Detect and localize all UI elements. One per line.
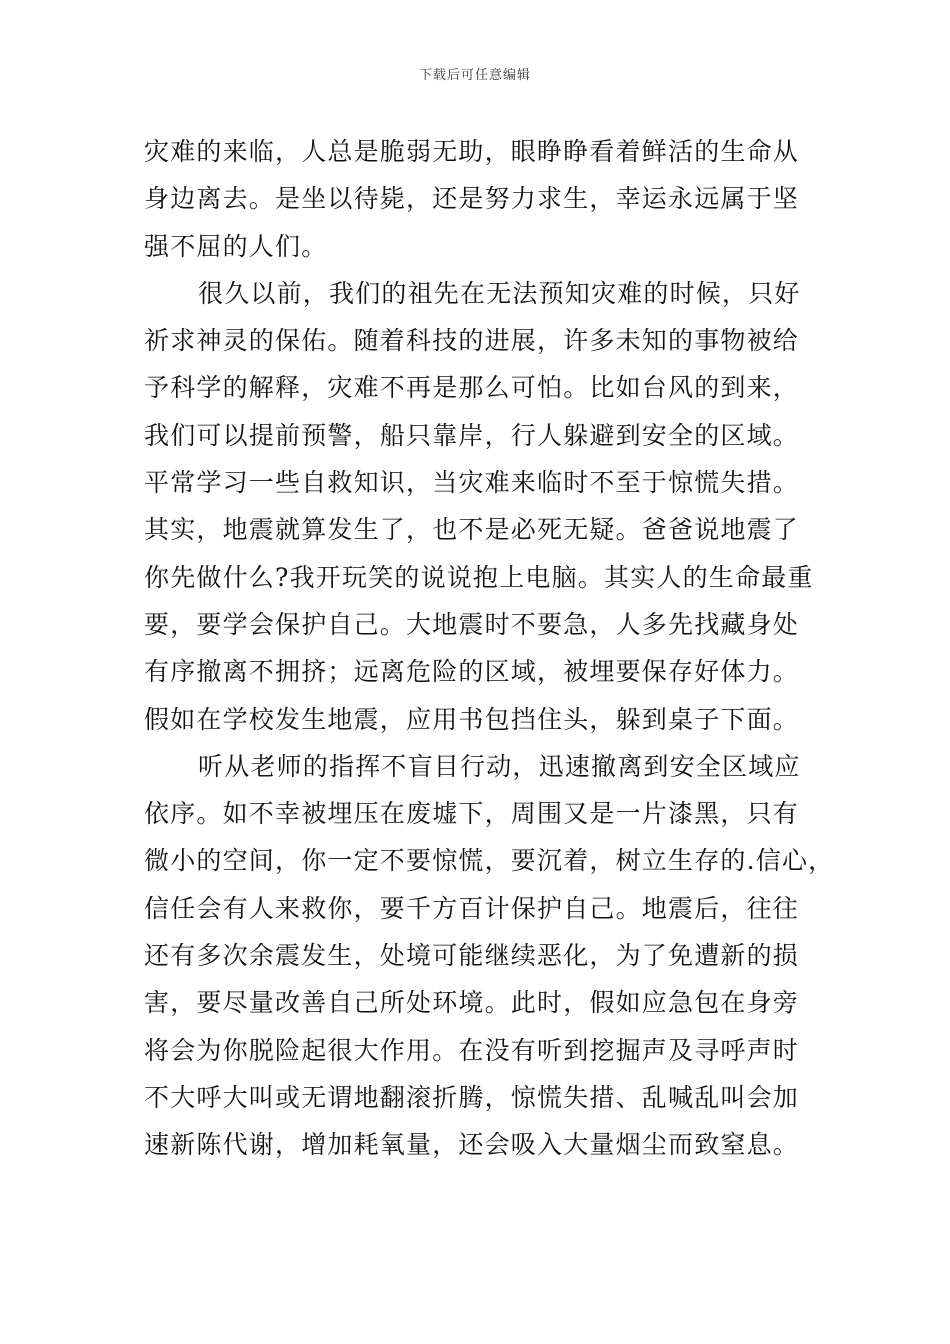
text-line: 听从老师的指挥不盲目行动，迅速撤离到安全区域应 — [198, 751, 801, 781]
text-line: 微小的空间，你一定不要惊慌，要沉着，树立生存的.信心， — [144, 846, 835, 876]
paragraph-1 — [144, 128, 812, 270]
text-line: 平常学习一些自救知识，当灾难来临时不至于惊慌失措。 — [144, 468, 800, 498]
text-line: 不大呼大叫或无谓地翻滚折腾，惊慌失措、乱喊乱叫会加 — [144, 1082, 800, 1112]
text-line: 要，要学会保护自己。大地震时不要急，人多先找藏身处 — [144, 609, 800, 639]
paragraph-2 — [144, 270, 812, 743]
text-line: 你先做什么?我开玩笑的说说抱上电脑。其实人的生命最重 — [144, 562, 814, 592]
text-line: 将会为你脱险起很大作用。在没有听到挖掘声及寻呼声时 — [144, 1035, 800, 1065]
text-line: 很久以前，我们的祖先在无法预知灾难的时候，只好 — [198, 278, 801, 308]
text-line: 强不屈的人们。 — [144, 231, 328, 261]
page-header: 下载后可任意编辑 — [418, 68, 531, 83]
paragraph-3 — [144, 743, 835, 1169]
text-line: 祈求神灵的保佑。随着科技的进展，许多未知的事物被给 — [144, 326, 800, 356]
text-line: 予科学的解释，灾难不再是那么可怕。比如台风的到来， — [144, 373, 800, 403]
text-line: 有序撤离不拥挤；远离危险的区域，被埋要保存好体力。 — [144, 657, 800, 687]
text-line: 信任会有人来救你，要千方百计保护自己。地震后，往往 — [144, 893, 800, 923]
text-line: 我们可以提前预警，船只靠岸，行人躲避到安全的区域。 — [144, 420, 800, 450]
body-text — [144, 128, 835, 1169]
text-line: 身边离去。是坐以待毙，还是努力求生，幸运永远属于坚 — [144, 184, 800, 214]
text-line: 还有多次余震发生，处境可能继续恶化，为了免遭新的损 — [144, 941, 800, 971]
text-line: 灾难的来临，人总是脆弱无助，眼睁睁看着鲜活的生命从 — [144, 137, 800, 166]
text-line: 假如在学校发生地震，应用书包挡住头，躲到桌子下面。 — [144, 704, 800, 734]
text-line: 依序。如不幸被埋压在废墟下，周围又是一片漆黑，只有 — [144, 799, 800, 829]
text-line: 害，要尽量改善自己所处环境。此时，假如应急包在身旁 — [144, 988, 800, 1018]
text-line: 速新陈代谢，增加耗氧量，还会吸入大量烟尘而致窒息。 — [144, 1130, 800, 1160]
text-line: 其实，地震就算发生了，也不是必死无疑。爸爸说地震了 — [144, 515, 800, 545]
